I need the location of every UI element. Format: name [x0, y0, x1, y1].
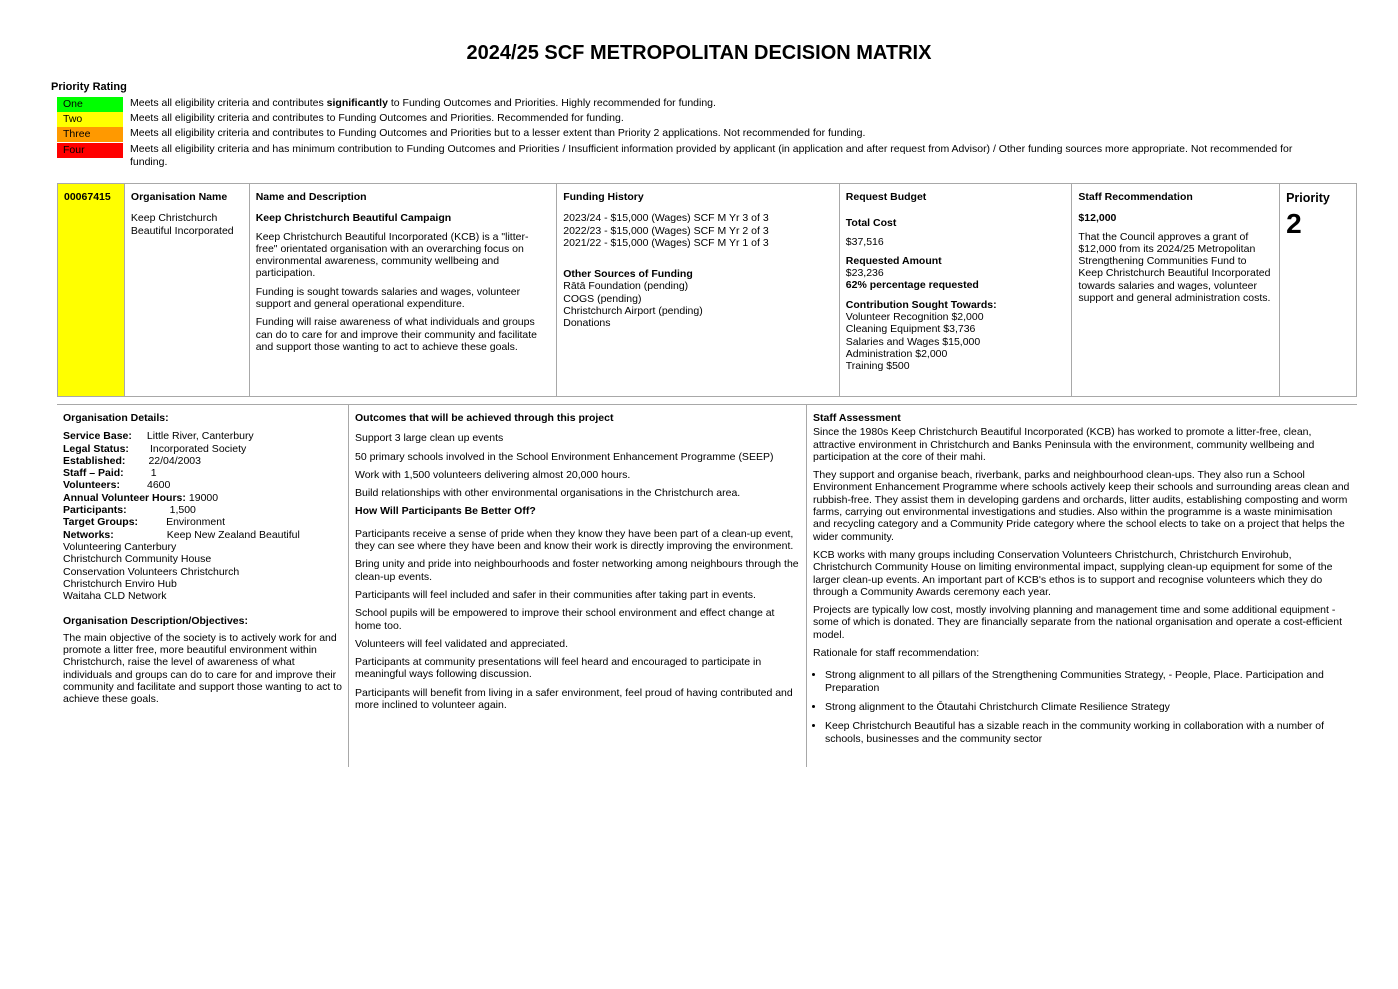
total-cost-label: Total Cost	[845, 217, 897, 230]
better-off-item: Participants will benefit from living in a safer environment, feel proud of having contributed and more inclined to volunteer again.	[355, 686, 793, 712]
priority-level-row	[57, 112, 1315, 127]
requested-amount-label: Requested Amount	[845, 254, 942, 267]
detail-label: Volunteers:	[63, 479, 120, 492]
detail-value: 1,500	[169, 504, 196, 517]
detail-value: Incorporated Society	[149, 442, 247, 455]
priority-level-row	[57, 97, 1315, 112]
detail-row	[63, 479, 342, 491]
other-sources-list	[563, 280, 833, 329]
assessment-paragraph: Since the 1980s Keep Christchurch Beautiful Incorporated (KCB) has worked to promote a litter-free, clean, attractive environment in Christchurch and Banks Peninsula with the environment, community wellbeing and participation at the core of their mahi.	[813, 426, 1315, 463]
detail-row	[63, 455, 342, 467]
description-text: Meets all eligibility criteria and contributes to Funding Outcomes and Priorities. Recommended for funding.	[130, 112, 624, 124]
priority-level-swatch: One	[57, 97, 123, 112]
other-source-item: Donations	[563, 317, 611, 330]
request-budget-cell	[840, 184, 1073, 396]
network-item: Volunteering Canterbury	[63, 540, 177, 553]
detail-label: Service Base:	[63, 430, 132, 443]
detail-row	[63, 467, 342, 479]
priority-level-swatch: Three	[57, 127, 123, 142]
project-name: Keep Christchurch Beautiful Campaign	[255, 212, 452, 225]
network-item: Conservation Volunteers Christchurch	[63, 565, 240, 578]
priority-level-description	[130, 112, 1315, 127]
description-paragraph: Funding is sought towards salaries and wages, volunteer support and general operational expenditure.	[255, 285, 521, 311]
description-text: Meets all eligibility criteria and contributes	[130, 97, 327, 109]
application-summary-table	[57, 183, 1357, 397]
staff-assessment-column	[806, 405, 1357, 767]
funding-history-item: 2022/23 - $15,000 (Wages) SCF M Yr 2 of 3	[563, 224, 769, 237]
priority-heading: Priority	[1286, 191, 1330, 205]
name-description-cell	[250, 184, 558, 396]
other-source-item: Christchurch Airport (pending)	[563, 305, 703, 318]
objectives-text: The main objective of the society is to actively work for and promote a litter free, more beautiful environment within Christchurch, raise the level of awareness of what individuals and groups can do to care for and improve their community and facilitate and support those wanting to act to achieve these goals.	[63, 631, 342, 706]
rationale-item: • Strong alignment to all pillars of the Strengthening Communities Strategy, - People, Place. Participation and Preparation	[825, 669, 1351, 694]
detail-label: Legal Status:	[63, 442, 129, 455]
description-paragraph: Funding will raise awareness of what individuals and groups can do to care for and improve their community and facilitate and support those wanting to act to achieve these goals.	[255, 316, 538, 353]
detail-value: Keep New Zealand Beautiful	[166, 528, 300, 541]
contribution-item: Cleaning Equipment $3,736	[845, 323, 976, 336]
detail-value: 1	[150, 467, 157, 480]
detail-row	[63, 516, 342, 528]
organisation-details-heading: Organisation Details:	[63, 412, 169, 424]
detail-value: 19000	[188, 491, 219, 504]
priority-level-swatch: Two	[57, 112, 123, 127]
priority-cell	[1280, 184, 1356, 396]
page-title: 2024/25 SCF METROPOLITAN DECISION MATRIX	[466, 42, 932, 64]
other-sources-heading: Other Sources of Funding	[563, 268, 693, 281]
organisation-name: Keep Christchurch Beautiful Incorporated	[130, 212, 234, 237]
better-off-item: Participants receive a sense of pride when they know they have been part of a clean-up event, they can see where they have been and know their work is directly improving the environment.	[355, 527, 794, 553]
detail-value: 4600	[146, 479, 171, 492]
description-text: to Funding Outcomes and Priorities. Highly recommended for funding.	[387, 97, 716, 109]
priority-level-row	[57, 143, 1315, 169]
network-item: Christchurch Community House	[63, 553, 212, 566]
organisation-details-fields	[63, 430, 342, 541]
outcome-item: Build relationships with other environmental organisations in the Christchurch area.	[355, 487, 741, 500]
request-budget-heading: Request Budget	[845, 191, 927, 203]
better-off-item: School pupils will be empowered to improve their school environment and effect change at home too.	[355, 607, 775, 632]
better-off-heading: How Will Participants Be Better Off?	[355, 505, 536, 518]
other-source-item: COGS (pending)	[563, 292, 642, 305]
detail-row	[63, 492, 342, 504]
rationale-item: • Keep Christchurch Beautiful has a sizable reach in the community working in collaboration with a number of schools, businesses and the community sector	[825, 720, 1351, 745]
networks-list	[63, 541, 342, 602]
priority-level-description	[130, 143, 1315, 169]
detail-label: Established:	[63, 454, 126, 467]
contribution-heading: Contribution Sought Towards:	[845, 298, 997, 311]
staff-recommendation-cell	[1072, 184, 1280, 396]
priority-value: 2	[1286, 208, 1302, 240]
requested-amount-value: $23,236	[845, 267, 884, 280]
detail-value: Little River, Canterbury	[146, 430, 254, 443]
total-cost-value: $37,516	[845, 235, 884, 248]
detail-label: Target Groups:	[63, 516, 139, 529]
better-off-item: Bring unity and pride into neighbourhoods and foster networking among neighbours through the clean-up events.	[355, 558, 799, 583]
rationale-heading: Rationale for staff recommendation:	[813, 647, 980, 660]
contribution-list	[846, 311, 1066, 372]
funding-history-cell	[557, 184, 840, 396]
outcome-item: 50 primary schools involved in the School Environment Enhancement Programme (SEEP)	[355, 450, 774, 463]
staff-assessment-text	[813, 426, 1351, 641]
detail-row	[63, 430, 342, 442]
network-item: Waitaha CLD Network	[63, 590, 167, 603]
objectives-heading: Organisation Description/Objectives:	[63, 615, 248, 628]
contribution-item: Training $500	[845, 360, 910, 373]
detail-row	[63, 443, 342, 455]
outcomes-list	[355, 432, 800, 499]
detail-value: 22/04/2003	[148, 454, 201, 467]
description-emphasis: significantly	[326, 97, 388, 109]
detail-label: Networks:	[63, 528, 114, 541]
priority-level-swatch: Four	[57, 143, 123, 158]
priority-level-row	[57, 127, 1315, 142]
priority-level-description	[130, 97, 1315, 112]
description-paragraph: Keep Christchurch Beautiful Incorporated (KCB) is a "litter-free" orientated organisation with an overarching focus on environmental awareness, community wellbeing and participation.	[255, 230, 529, 280]
detail-label: Participants:	[63, 504, 127, 517]
contribution-item: Salaries and Wages $15,000	[845, 335, 981, 348]
assessment-paragraph: Projects are typically low cost, mostly involving planning and management time and some additional equipment - some of which is donated. They are financially separate from the national organisation and operate a cost-efficient model.	[813, 604, 1343, 641]
funding-history-item: 2023/24 - $15,000 (Wages) SCF M Yr 3 of 3	[563, 212, 769, 225]
outcomes-heading: Outcomes that will be achieved through this project	[355, 412, 614, 424]
staff-recommendation-amount: $12,000	[1078, 212, 1117, 225]
funding-history-list	[563, 212, 833, 249]
staff-assessment-heading: Staff Assessment	[813, 412, 901, 424]
contribution-item: Administration $2,000	[845, 347, 948, 360]
application-id: 00067415	[64, 191, 111, 203]
priority-rating-heading: Priority Rating	[51, 81, 127, 93]
outcomes-column	[348, 405, 806, 767]
staff-recommendation-text: That the Council approves a grant of $12,000 from its 2024/25 Metropolitan Strengthening Communities Fund to Keep Christchurch Beautiful Incorporated towards salaries and wages, volunteer support and general administration costs.	[1078, 230, 1271, 305]
funding-history-item: 2021/22 - $15,000 (Wages) SCF M Yr 1 of 3	[563, 236, 769, 249]
network-item: Christchurch Enviro Hub	[63, 577, 177, 590]
description-text: Meets all eligibility criteria and contributes to Funding Outcomes and Priorities but to a lesser extent than Priority 2 applications. Not recommended for funding.	[130, 127, 866, 139]
rationale-list	[813, 669, 1351, 744]
better-off-list	[355, 528, 800, 712]
funding-history-heading: Funding History	[563, 191, 644, 203]
outcome-item: Work with 1,500 volunteers delivering almost 20,000 hours.	[355, 468, 631, 481]
rationale-item: • Strong alignment to the Ōtautahi Christchurch Climate Resilience Strategy	[825, 701, 1351, 713]
better-off-item: Volunteers will feel validated and appreciated.	[355, 637, 569, 650]
project-description	[256, 231, 551, 354]
organisation-details-column	[57, 405, 348, 767]
other-source-item: Rātā Foundation (pending)	[563, 280, 689, 293]
better-off-item: Participants will feel included and safer in their communities after taking part in events.	[355, 588, 756, 601]
percentage-requested: 62% percentage requested	[845, 279, 979, 292]
application-id-cell	[58, 184, 125, 396]
detail-section	[57, 404, 1357, 767]
detail-row	[63, 504, 342, 516]
better-off-item: Participants at community presentations will feel heard and encouraged to participate in meaningful ways following discussion.	[355, 656, 762, 681]
detail-label: Staff – Paid:	[63, 467, 124, 480]
staff-recommendation-heading: Staff Recommendation	[1078, 191, 1193, 203]
outcome-item: Support 3 large clean up events	[355, 432, 504, 445]
description-text: Meets all eligibility criteria and has minimum contribution to Funding Outcomes and Priorities / Insufficient information provided by applicant (in application and after request from Advisor) / Other funding sources more appropriate. Not recommended for funding.	[130, 143, 1293, 168]
assessment-paragraph: They support and organise beach, riverbank, parks and neighbourhood clean-ups. They also run a School Environment Enhancement Programme where schools actively keep their schools and surrounding areas clean and rubbish-free. They assist them in developing gardens and orchards, litter audits, establishing composting and worm farms, carrying out environmental investigations and studies. Also within the programme is a waste minimisation and recycling category and a Community Pride category where the school elects to take on a project that helps the wider community.	[813, 469, 1350, 543]
contribution-item: Volunteer Recognition $2,000	[845, 311, 984, 324]
detail-label: Annual Volunteer Hours:	[63, 491, 186, 504]
organisation-name-cell	[125, 184, 250, 396]
name-description-heading: Name and Description	[255, 191, 367, 203]
detail-row	[63, 529, 342, 541]
detail-value: Environment	[166, 516, 226, 529]
assessment-paragraph: KCB works with many groups including Conservation Volunteers Christchurch, Christchurch Envirohub, Christchurch Community House on limiting environmental impact, supplying clean-up equipment for some of the larger clean-up events. An important part of KCB's ethos is to support and recognise volunteers which they do through a Community Awards ceremony each year.	[813, 548, 1333, 598]
organisation-name-heading: Organisation Name	[130, 191, 228, 203]
priority-level-description	[130, 127, 1315, 142]
